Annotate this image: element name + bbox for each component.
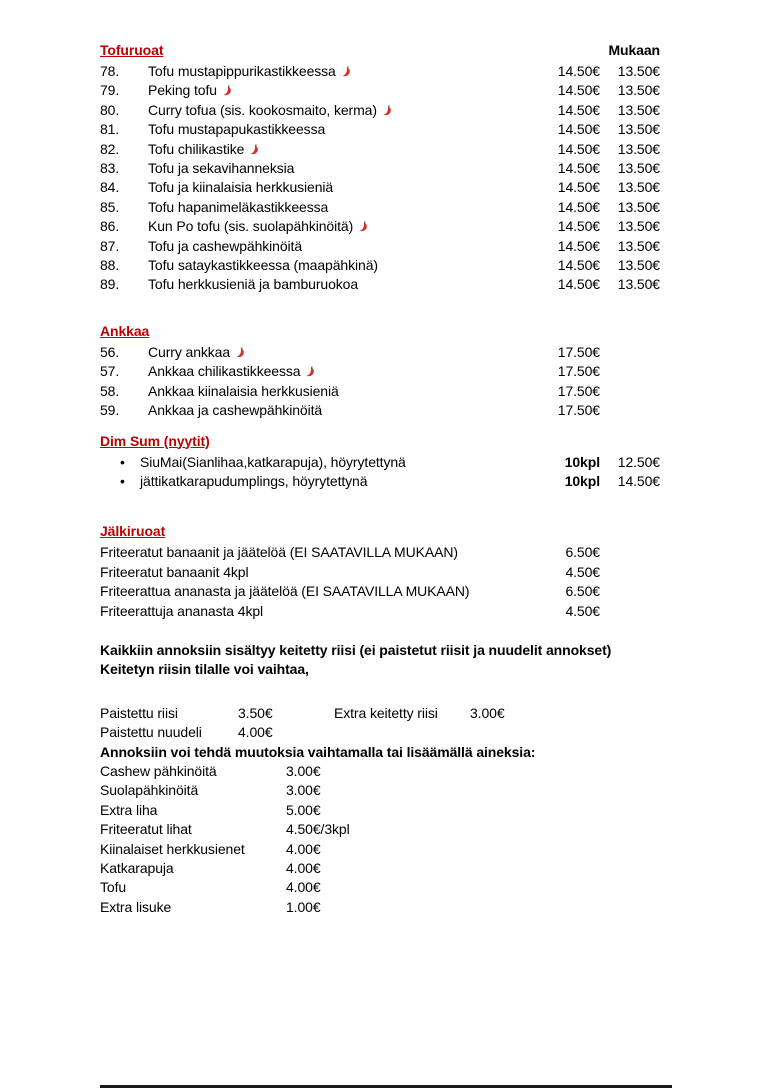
- item-name-text: Curry ankkaa: [148, 343, 231, 360]
- extras-list: [100, 762, 660, 917]
- item-price: 14.50€: [557, 179, 600, 196]
- item-price-takeaway: 13.50€: [617, 198, 660, 215]
- menu-item-row: [100, 120, 660, 139]
- item-number: 83.: [100, 160, 120, 177]
- section-heading-row: [100, 40, 660, 60]
- rice-swap-table: [100, 704, 660, 743]
- item-price: 17.50€: [557, 343, 600, 360]
- item-name-text: Peking tofu: [148, 82, 217, 99]
- item-price-takeaway: 13.50€: [617, 101, 660, 118]
- item-price-takeaway: 13.50€: [617, 82, 660, 99]
- swap-name: Paistettu nuudeli: [100, 724, 202, 741]
- section-ankkaa: [100, 321, 660, 421]
- menu-sections: [100, 40, 660, 621]
- item-price-takeaway: [608, 602, 660, 621]
- item-name-text: Tofu ja cashewpähkinöitä: [148, 237, 303, 254]
- extra-item-row: [100, 801, 660, 820]
- item-name: [148, 140, 540, 159]
- item-name: [140, 453, 540, 472]
- item-name: [140, 472, 540, 491]
- section-heading: Jälkiruoat: [100, 523, 166, 540]
- rice-note-line1: Kaikkiin annoksiin sisältyy keitetty riisi (ei paistetut riisit ja nuudelit annokset): [100, 641, 612, 658]
- menu-item-row: [100, 81, 660, 100]
- item-name-text: Kun Po tofu (sis. suolapähkinöitä): [148, 218, 354, 235]
- extra-price: 4.00€: [286, 860, 321, 876]
- extra-name: Suolapähkinöitä: [100, 782, 199, 799]
- item-name: [100, 543, 540, 562]
- extra-item-row: [100, 781, 660, 800]
- item-price-takeaway: [608, 343, 660, 362]
- extras-heading: Annoksiin voi tehdä muutoksia vaihtamalla tai lisäämällä aineksia:: [100, 743, 536, 760]
- item-price-takeaway: 13.50€: [617, 276, 660, 293]
- item-price-takeaway: [608, 543, 660, 562]
- menu-item-row: [100, 140, 660, 159]
- extra-item-row: [100, 898, 660, 917]
- item-price: 4.50€: [565, 602, 600, 619]
- section-dimsum: [100, 431, 660, 492]
- chili-pepper-icon: [248, 142, 260, 156]
- item-price: 6.50€: [565, 544, 600, 561]
- item-price-takeaway: [608, 582, 660, 601]
- section-heading: Dim Sum (nyytit): [100, 432, 210, 449]
- chili-pepper-icon: [357, 219, 369, 233]
- extra-price: 3.00€: [286, 782, 321, 799]
- extra-name: Kiinalaiset herkkusienet: [100, 840, 245, 857]
- item-price-takeaway: 13.50€: [617, 63, 660, 79]
- item-price: 14.50€: [557, 218, 600, 235]
- menu-item-row: [100, 401, 660, 420]
- item-number: 85.: [100, 198, 120, 215]
- item-name-text: Friteeratut banaanit 4kpl: [100, 563, 249, 580]
- item-price: 14.50€: [557, 237, 600, 254]
- swap-price: 4.00€: [238, 724, 273, 741]
- extra-name: Katkarapuja: [100, 860, 174, 876]
- item-name-text: Ankkaa kiinalaisia herkkusieniä: [148, 382, 339, 399]
- item-name: [148, 256, 540, 275]
- chili-pepper-icon: [221, 83, 233, 97]
- item-name-text: Curry tofua (sis. kookosmaito, kerma): [148, 101, 377, 118]
- item-name-text: Tofu hapanimeläkastikkeessa: [148, 198, 329, 215]
- extra-name: Extra lisuke: [100, 898, 172, 915]
- section-heading-row: [100, 521, 660, 541]
- item-name-text: Tofu ja kiinalaisia herkkusieniä: [148, 179, 334, 196]
- item-number: 78.: [100, 63, 120, 79]
- item-price: 14.50€: [557, 121, 600, 138]
- chili-pepper-icon: [381, 103, 393, 117]
- item-price: 17.50€: [557, 402, 600, 419]
- section-heading-row: [100, 321, 660, 341]
- item-name: [100, 582, 540, 601]
- bullet-marker: •: [120, 472, 125, 489]
- item-price-takeaway: 13.50€: [617, 121, 660, 138]
- item-name-text: Tofu herkkusieniä ja bamburuokoa: [148, 276, 359, 293]
- item-name-text: Tofu mustapapukastikkeessa: [148, 121, 326, 138]
- item-price: 14.50€: [557, 276, 600, 293]
- item-price-takeaway: [608, 362, 660, 381]
- extra-name: Tofu: [100, 879, 127, 896]
- mukaan-column-header: Mukaan: [608, 42, 660, 58]
- item-price-takeaway: 13.50€: [617, 160, 660, 177]
- item-price: 14.50€: [557, 257, 600, 274]
- menu-item-row: [100, 198, 660, 217]
- item-name-text: Tofu mustapippurikastikkeessa: [148, 63, 336, 79]
- item-number: 89.: [100, 276, 120, 293]
- item-name: [148, 198, 540, 217]
- item-name: [148, 237, 540, 256]
- extra-item-row: [100, 762, 660, 781]
- item-price: 17.50€: [557, 382, 600, 399]
- item-number: 57.: [100, 363, 120, 380]
- chili-pepper-icon: [340, 64, 352, 78]
- extra-price: 4.00€: [286, 879, 321, 896]
- item-name: [148, 120, 540, 139]
- extra-item-row: [100, 840, 660, 859]
- item-name: [148, 275, 540, 294]
- item-number: 79.: [100, 82, 120, 99]
- swap-name: Paistettu riisi: [100, 704, 178, 721]
- chili-pepper-icon: [304, 364, 316, 378]
- section-jalkiruoat: [100, 521, 660, 621]
- item-name-text: Friteerattuja ananasta 4kpl: [100, 602, 264, 619]
- item-name: [148, 101, 540, 120]
- item-name: [148, 217, 540, 236]
- item-price-takeaway: 13.50€: [617, 218, 660, 235]
- item-number: 81.: [100, 121, 120, 138]
- menu-item-row: [100, 275, 660, 294]
- item-price: 17.50€: [557, 363, 600, 380]
- item-price: 14.50€: [557, 63, 600, 79]
- item-price-takeaway: [608, 563, 660, 582]
- item-number: 88.: [100, 257, 120, 274]
- menu-item-row: [100, 62, 660, 81]
- menu-item-row: [100, 362, 660, 381]
- extra-price: 5.00€: [286, 801, 321, 818]
- item-name: [148, 382, 540, 401]
- item-name-text: SiuMai(Sianlihaa,katkarapuja), höyrytettynä: [140, 453, 406, 470]
- menu-item-row: [100, 237, 660, 256]
- item-name-text: jättikatkarapudumplings, höyrytettynä: [140, 472, 368, 489]
- item-quantity: 10kpl: [564, 472, 600, 489]
- item-name: [148, 178, 540, 197]
- section-tofuruoat: [100, 40, 660, 295]
- item-name-text: Ankkaa ja cashewpähkinöitä: [148, 402, 323, 419]
- item-price: 14.50€: [557, 101, 600, 118]
- extra-name: Extra liha: [100, 801, 158, 818]
- extra-price: 1.00€: [286, 898, 321, 915]
- menu-item-row: [100, 101, 660, 120]
- item-price-takeaway: [608, 401, 660, 420]
- item-price-takeaway: 13.50€: [617, 140, 660, 157]
- item-number: 58.: [100, 382, 120, 399]
- menu-item-row: [100, 582, 660, 601]
- menu-item-row: [100, 256, 660, 275]
- swap-price: 3.00€: [470, 704, 505, 721]
- item-name: [100, 602, 540, 621]
- rice-swap-row: [100, 723, 660, 742]
- extra-price: 4.00€: [286, 840, 321, 857]
- item-name: [148, 343, 540, 362]
- swap-name: Extra keitetty riisi: [334, 704, 438, 721]
- item-price-takeaway: 13.50€: [617, 257, 660, 274]
- menu-item-row: [100, 453, 660, 472]
- rice-note-line2: Keitetyn riisin tilalle voi vaihtaa,: [100, 661, 309, 678]
- item-price: 12.50€: [617, 453, 660, 470]
- item-price-takeaway: [608, 382, 660, 401]
- item-number: 82.: [100, 140, 120, 157]
- item-number: 80.: [100, 101, 120, 118]
- item-price-takeaway: 13.50€: [617, 179, 660, 196]
- item-name-text: Tofu ja sekavihanneksia: [148, 160, 295, 177]
- extra-price: 3.00€: [286, 762, 321, 779]
- item-name: [148, 81, 540, 100]
- item-name-text: Ankkaa chilikastikkeessa: [148, 363, 301, 380]
- menu-item-row: [100, 563, 660, 582]
- section-heading: Tofuruoat: [100, 42, 164, 58]
- item-number: 59.: [100, 402, 120, 419]
- item-name: [148, 159, 540, 178]
- item-name-text: Friteerattua ananasta ja jäätelöä (EI SAATAVILLA MUKAAN): [100, 583, 470, 600]
- item-price: 14.50€: [557, 82, 600, 99]
- menu-item-row: [100, 543, 660, 562]
- section-heading: Ankkaa: [100, 322, 150, 339]
- item-quantity: 10kpl: [564, 453, 600, 470]
- extra-item-row: [100, 820, 660, 839]
- section-heading-row: [100, 431, 660, 451]
- extra-item-row: [100, 878, 660, 897]
- item-price: 14.50€: [557, 160, 600, 177]
- item-number: 86.: [100, 218, 120, 235]
- item-name: [148, 62, 540, 81]
- menu-item-row: [100, 382, 660, 401]
- extra-price: 4.50€/3kpl: [286, 821, 350, 838]
- item-name: [100, 563, 540, 582]
- item-name-text: Tofu chilikastike: [148, 140, 245, 157]
- rice-swap-row: [100, 704, 660, 723]
- extra-name: Cashew pähkinöitä: [100, 762, 217, 779]
- item-price: 14.50€: [557, 198, 600, 215]
- extra-item-row: [100, 859, 660, 878]
- item-price-takeaway: 13.50€: [617, 237, 660, 254]
- item-price: 14.50€: [557, 140, 600, 157]
- item-number: 87.: [100, 237, 120, 254]
- item-name: [148, 362, 540, 381]
- bullet-marker: •: [120, 453, 125, 470]
- item-number: 84.: [100, 179, 120, 196]
- item-name: [148, 401, 540, 420]
- item-price: 6.50€: [565, 583, 600, 600]
- menu-item-row: [100, 178, 660, 197]
- chili-pepper-icon: [234, 345, 246, 359]
- menu-item-row: [100, 217, 660, 236]
- item-number: 56.: [100, 343, 120, 360]
- extra-name: Friteeratut lihat: [100, 821, 192, 838]
- item-name-text: Tofu sataykastikkeessa (maapähkinä): [148, 257, 378, 274]
- item-name-text: Friteeratut banaanit ja jäätelöä (EI SAATAVILLA MUKAAN): [100, 544, 458, 561]
- menu-item-row: [100, 159, 660, 178]
- menu-item-row: [100, 602, 660, 621]
- menu-item-row: [100, 343, 660, 362]
- menu-item-row: [100, 472, 660, 491]
- swap-price: 3.50€: [238, 704, 273, 721]
- item-price: 14.50€: [617, 472, 660, 489]
- rice-note: [100, 641, 660, 680]
- item-price: 4.50€: [565, 563, 600, 580]
